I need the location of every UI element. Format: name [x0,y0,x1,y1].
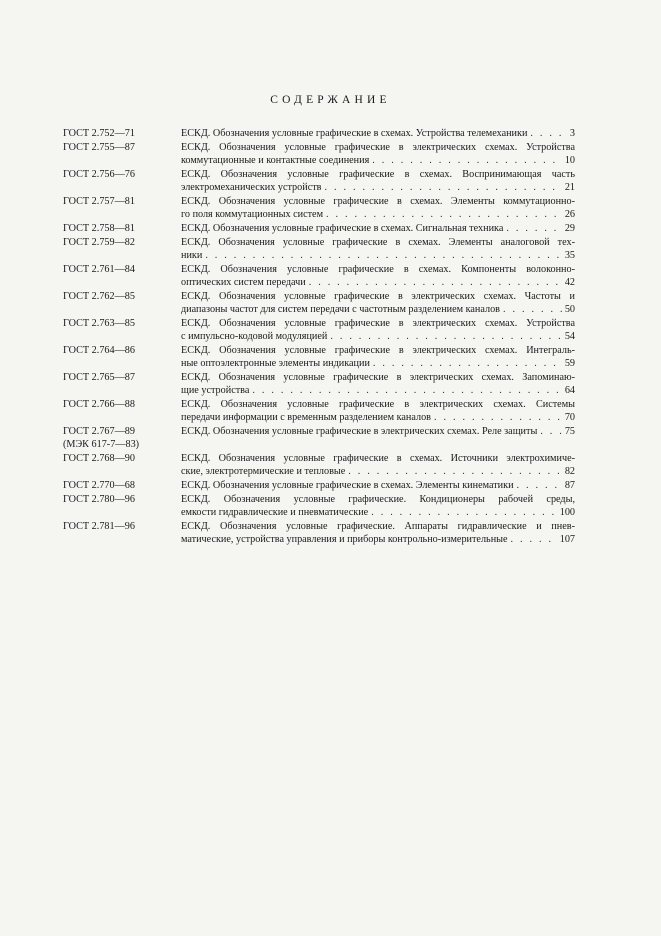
entry-description [181,371,575,397]
entry-title-line: ЕСКД. Обозначения условные графические в электрических схемах. Запоминаю- [181,372,575,383]
page-number: 29 [564,223,575,234]
entry-title-line: щие устройства [181,385,250,396]
entry-description [181,344,575,370]
entry-title-line: оптических систем передачи [181,277,306,288]
entry-last-line [181,181,575,194]
entry-last-line [181,249,575,262]
toc-entry [63,195,575,221]
page-number: 3 [569,128,575,139]
page-number: 50 [564,304,575,315]
entry-last-line [181,384,575,397]
entry-title-line: ЕСКД. Обозначения условные графические в схемах. Устройства телемеханики [181,128,528,139]
entry-last-line [181,276,575,289]
entry-last-line [181,465,575,478]
dot-leader [326,208,562,221]
page-number: 87 [564,480,575,491]
dot-leader [348,465,562,478]
entry-description [181,236,575,262]
toc-entry [63,344,575,370]
entry-description [181,263,575,289]
page-title: СОДЕРЖАНИЕ [270,94,391,106]
entry-title-line: ЕСКД. Обозначения условные графические в электрических схемах. Частоты и [181,291,575,302]
page-number: 42 [564,277,575,288]
page-number: 70 [564,412,575,423]
entry-title-line: диапазоны частот для систем передачи с частотным разделением каналов [181,304,500,315]
standard-code: ГОСТ 2.762—85 [63,291,135,302]
entry-description [181,493,575,519]
entry-title-line: ЕСКД. Обозначения условные графические в электрических схемах. Устройства [181,142,575,153]
page-number: 10 [564,155,575,166]
toc-entry [63,398,575,424]
entry-title-line: электромеханических устройств [181,182,322,193]
toc-entry [63,479,575,492]
dot-leader [373,357,562,370]
dot-leader [540,425,562,438]
dot-leader [506,222,561,235]
dot-leader [434,411,562,424]
entry-last-line [181,127,575,140]
toc-entry [63,493,575,519]
entry-last-line [181,506,575,519]
toc-entry [63,236,575,262]
standard-code: ГОСТ 2.770—68 [63,480,135,491]
dot-leader [309,276,562,289]
entry-description [181,127,575,140]
entry-title-line: ЕСКД. Обозначения условные графические в электрических схемах. Устройства [181,318,575,329]
page-number: 26 [564,209,575,220]
entry-last-line [181,425,575,438]
standard-code: ГОСТ 2.781—96 [63,521,135,532]
entry-last-line [181,303,575,316]
dot-leader [205,249,562,262]
entry-description [181,290,575,316]
entry-last-line [181,222,575,235]
page-number: 100 [559,507,575,518]
entry-title-line: емкости гидравлические и пневматические [181,507,369,518]
entry-description [181,195,575,221]
toc-entry [63,168,575,194]
entry-title-line: ЕСКД. Обозначения условные графические в схемах. Сигнальная техника [181,223,504,234]
entry-description [181,425,575,451]
dot-leader [324,181,561,194]
standard-code: ГОСТ 2.759—82 [63,237,135,248]
page-number: 35 [564,250,575,261]
dot-leader [530,127,562,140]
entry-title-line: ЕСКД. Обозначения условные графические в схемах. Элементы аналоговой тех- [181,237,575,248]
entry-title-line: ские, электротермические и тепловые [181,466,346,477]
entry-title-line: ЕСКД. Обозначения условные графические в схемах. Элементы кинематики [181,480,514,491]
entry-last-line [181,208,575,221]
toc-entry [63,520,575,546]
standard-code: ГОСТ 2.763—85 [63,318,135,329]
standard-code: ГОСТ 2.756—76 [63,169,135,180]
entry-last-line [181,154,575,167]
entry-title-line: ЕСКД. Обозначения условные графические в электрических схемах. Реле защиты [181,426,538,437]
entry-title-line: ные оптоэлектронные элементы индикации [181,358,370,369]
entry-description [181,452,575,478]
entry-title-line: передачи информации с временным разделением каналов [181,412,431,423]
dot-leader [503,303,562,316]
page-number: 59 [564,358,575,369]
entry-last-line [181,411,575,424]
entry-last-line [181,479,575,492]
page-number: 21 [564,182,575,193]
standard-code: ГОСТ 2.752—71 [63,128,135,139]
entry-title-line: ЕСКД. Обозначения условные графические в схемах. Компоненты волоконно- [181,264,575,275]
entry-last-line [181,357,575,370]
entry-title-line: ЕСКД. Обозначения условные графические в электрических схемах. Системы [181,399,575,410]
entry-last-line [181,330,575,343]
page-number: 54 [564,331,575,342]
standard-code: ГОСТ 2.780—96 [63,494,135,505]
toc-entry [63,317,575,343]
entry-description [181,317,575,343]
entry-title-line: ЕСКД. Обозначения условные графические в схемах. Воспринимающая часть [181,169,575,180]
toc-entry [63,127,575,140]
toc-entry [63,452,575,478]
entry-title-line: ЕСКД. Обозначения условные графические в электрических схемах. Интеграль- [181,345,575,356]
toc-entry [63,290,575,316]
entry-description [181,141,575,167]
dot-leader [511,533,557,546]
table-of-contents [63,127,575,547]
toc-entry [63,222,575,235]
entry-title-line: матические, устройства управления и приборы контрольно-измерительные [181,534,508,545]
entry-title-line: с импульсно-кодовой модуляцией [181,331,328,342]
standard-code: ГОСТ 2.755—87 [63,142,135,153]
standard-code: ГОСТ 2.768—90 [63,453,135,464]
page-number: 107 [559,534,575,545]
entry-title-line: ЕСКД. Обозначения условные графические. Кондиционеры рабочей среды, [181,494,575,505]
toc-entry [63,141,575,167]
page-number: 82 [564,466,575,477]
standard-code: ГОСТ 2.761—84 [63,264,135,275]
standard-code: ГОСТ 2.758—81 [63,223,135,234]
dot-leader [517,479,562,492]
entry-title-line: коммутационные и контактные соединения [181,155,370,166]
entry-description [181,398,575,424]
dot-leader [371,506,557,519]
standard-code: ГОСТ 2.766—88 [63,399,135,410]
entry-last-line [181,533,575,546]
standard-code: ГОСТ 2.767—89 (МЭК 617-7—83) [63,426,140,450]
standard-code: ГОСТ 2.764—86 [63,345,135,356]
page-number: 64 [564,385,575,396]
entry-description [181,520,575,546]
entry-description [181,222,575,235]
dot-leader [252,384,561,397]
toc-entry [63,371,575,397]
dot-leader [330,330,561,343]
toc-entry [63,263,575,289]
entry-title-line: ЕСКД. Обозначения условные графические. Аппараты гидравлические и пнев- [181,521,575,532]
entry-title-line: ЕСКД. Обозначения условные графические в схемах. Источники электрохимиче- [181,453,575,464]
toc-entry [63,425,575,451]
entry-description [181,479,575,492]
page-number: 75 [564,426,575,437]
standard-code: ГОСТ 2.765—87 [63,372,135,383]
entry-title-line: го поля коммутационных систем [181,209,324,220]
standard-code: ГОСТ 2.757—81 [63,196,135,207]
entry-title-line: ники [181,250,203,261]
entry-description [181,168,575,194]
entry-title-line: ЕСКД. Обозначения условные графические в схемах. Элементы коммутационно- [181,196,575,207]
dot-leader [372,154,562,167]
